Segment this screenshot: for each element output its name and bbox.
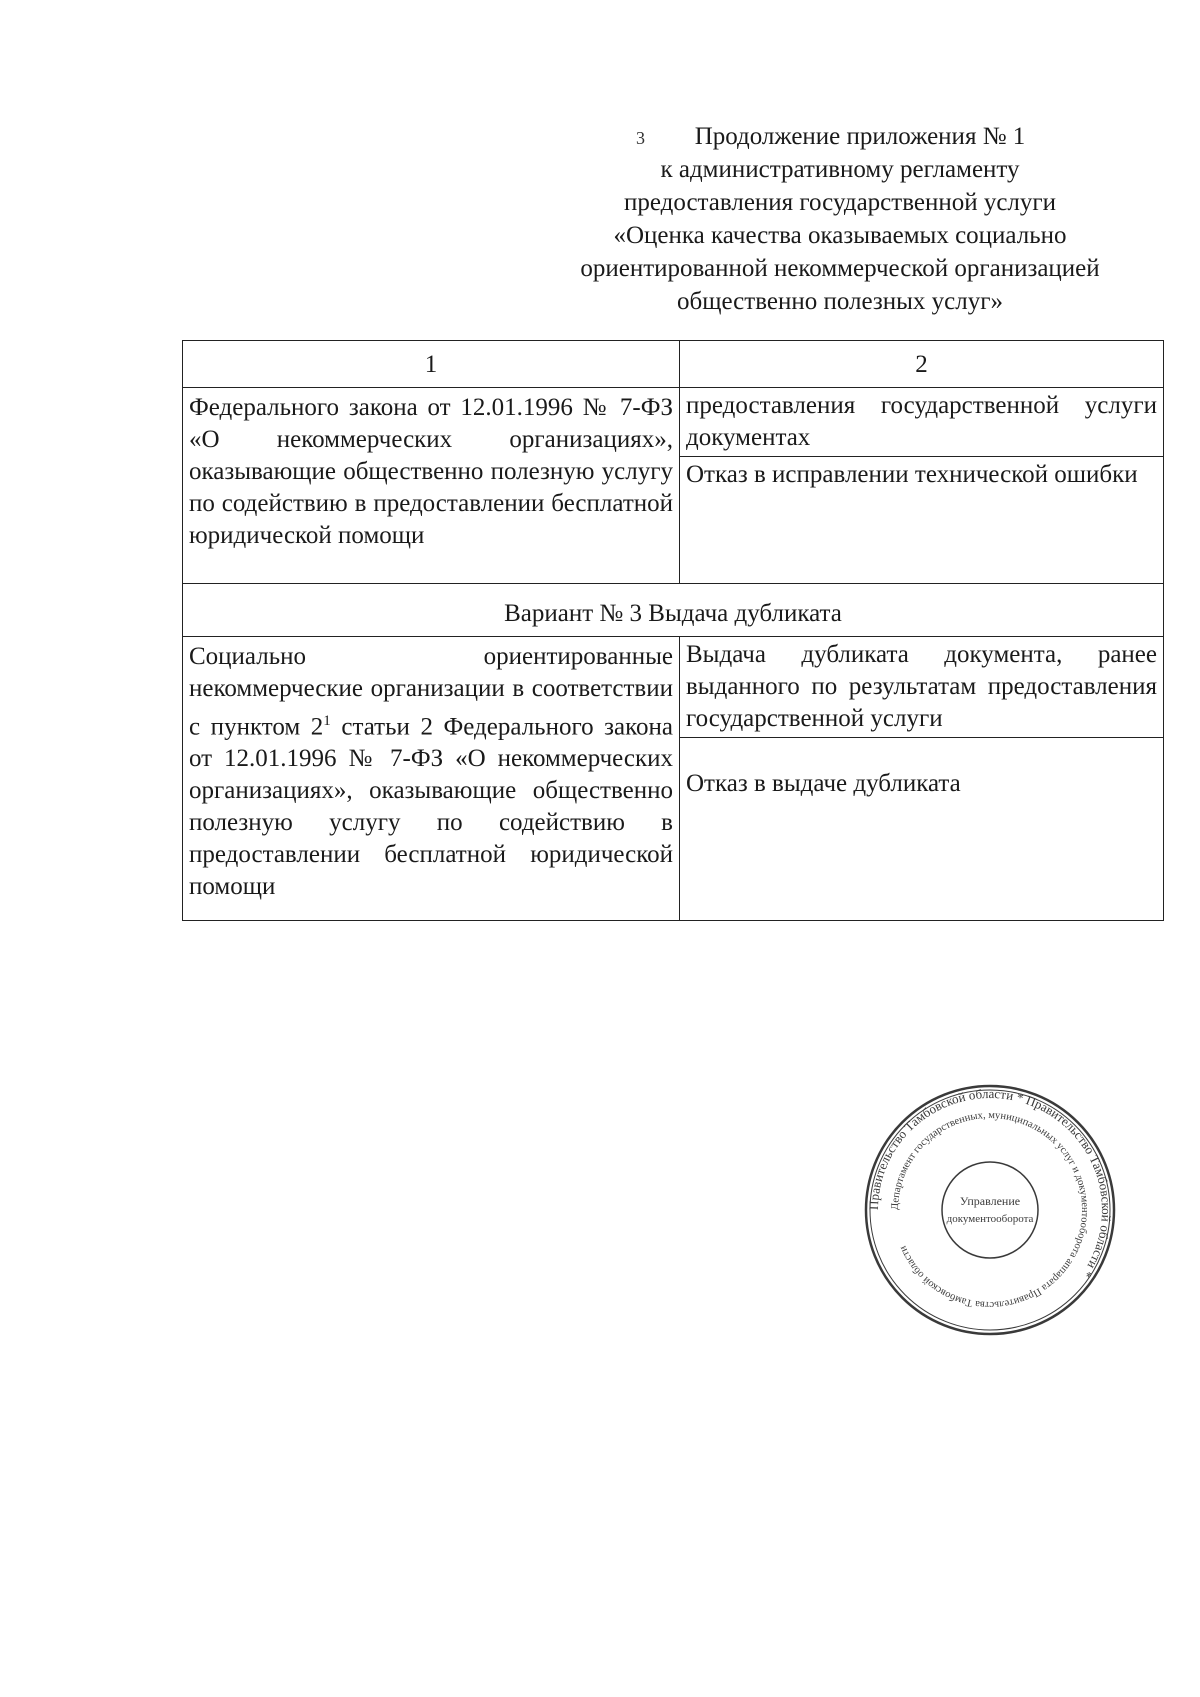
variant-3-heading: Вариант № 3 Выдача дубликата bbox=[183, 584, 1164, 637]
page-number: 3 bbox=[636, 128, 645, 148]
header-line-6: общественно полезных услуг» bbox=[676, 288, 1004, 315]
duplicate-result-cell: Выдача дубликата документа, ранее выданного по результатам предоставления государственной услуги bbox=[680, 637, 1164, 738]
refusal-cell: Отказ в исправлении технической ошибки bbox=[680, 457, 1164, 584]
header-line-4: «Оценка качества оказываемых социально bbox=[613, 222, 1067, 249]
applicant-category-cell: Федерального закона от 12.01.1996 № 7-ФЗ «О некоммерческих организациях», оказывающие общественно полезную услугу по содействию в предоставлении бесплатной юридической помощи bbox=[183, 388, 680, 584]
table-row bbox=[183, 388, 1164, 457]
header-line-5: ориентированной некоммерческой организацией bbox=[580, 255, 1100, 282]
stamp-seal bbox=[860, 1080, 1120, 1340]
stamp-center-line-2: документооборота bbox=[946, 1213, 1034, 1225]
column-2-header: 2 bbox=[680, 341, 1164, 388]
stamp-inner-text: Департамент государственных, муниципальных услуг и документооборота аппарата Правительства Тамбовской области bbox=[889, 1109, 1091, 1311]
variant-row bbox=[183, 584, 1164, 637]
table-row bbox=[183, 637, 1164, 738]
header-line-3: предоставления государственной услуги bbox=[623, 189, 1057, 216]
duplicate-refusal-cell: Отказ в выдаче дубликата bbox=[680, 738, 1164, 921]
applicant-text-part-2: статьи 2 Федерального закона от 12.01.1996 № 7-ФЗ «О некоммерческих организациях», оказывающие общественно полезную услугу по содействию в предоставлении бесплатной юридической помощи bbox=[189, 713, 673, 901]
document-header bbox=[520, 120, 1160, 318]
regulation-table bbox=[182, 340, 1164, 921]
header-line-2: к административному регламенту bbox=[660, 156, 1020, 183]
superscript-1: 1 bbox=[323, 713, 331, 729]
official-stamp bbox=[860, 1080, 1120, 1340]
table-header-row bbox=[183, 341, 1164, 388]
stamp-center-line-1: Управление bbox=[959, 1194, 1021, 1208]
result-cell: предоставления государственной услуги документах bbox=[680, 388, 1164, 457]
header-line-1: Продолжение приложения № 1 bbox=[694, 123, 1026, 150]
applicant-category-cell-variant-3 bbox=[183, 637, 680, 921]
stamp-outer-text: Правительство Тамбовской области * Правительство Тамбовской области * bbox=[865, 1085, 1115, 1281]
applicant-text-part-1: Социально ориентированные некоммерческие организации в соответствии с пунктом 2 bbox=[189, 643, 673, 741]
column-1-header: 1 bbox=[183, 341, 680, 388]
